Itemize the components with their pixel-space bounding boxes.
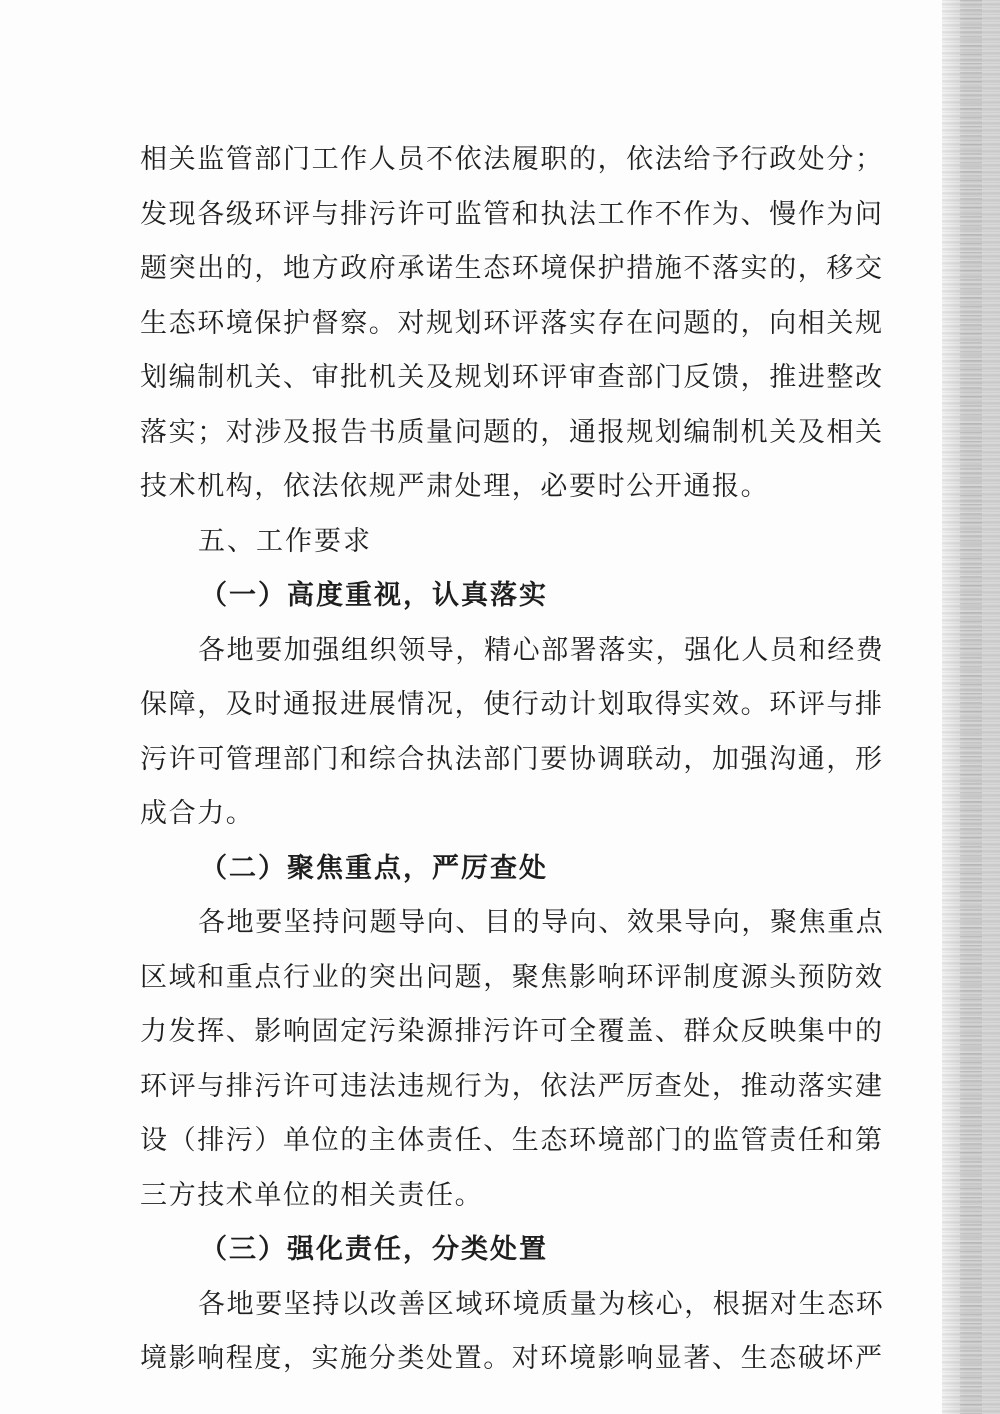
- subsection-paragraph: [140, 624, 885, 842]
- text-line: 力发挥、影响固定污染源排污许可全覆盖、群众反映集中的: [140, 1016, 884, 1047]
- paragraph-continuation: [140, 133, 884, 515]
- subsection-heading: （一）高度重视，认真落实: [200, 580, 548, 611]
- scan-edge-texture: [960, 0, 982, 1414]
- text-line: 题突出的，地方政府承诺生态环境保护措施不落实的，移交: [140, 253, 884, 284]
- document-body: [140, 133, 885, 1387]
- subsection-paragraph: [140, 1278, 885, 1387]
- text-line: 发现各级环评与排污许可监管和执法工作不作为、慢作为问: [140, 198, 884, 230]
- subsection-heading: （三）强化责任，分类处置: [200, 1234, 548, 1265]
- text-line: 设（排污）单位的主体责任、生态环境部门的监管责任和第: [140, 1125, 884, 1156]
- section-heading: 五、工作要求: [198, 525, 372, 557]
- text-line: 区域和重点行业的突出问题，聚焦影响环评制度源头预防效: [140, 961, 884, 993]
- text-line: 划编制机关、审批机关及规划环评审查部门反馈，推进整改: [140, 362, 884, 393]
- text-line: 污许可管理部门和综合执法部门要协调联动，加强沟通，形: [140, 743, 884, 775]
- text-line: 落实；对涉及报告书质量问题的，通报规划编制机关及相关: [140, 416, 884, 448]
- text-line: 成合力。: [140, 798, 255, 829]
- subsection-paragraph: [140, 896, 885, 1223]
- text-line: 环评与排污许可违法违规行为，依法严厉查处，推动落实建: [140, 1070, 884, 1102]
- text-line: 技术机构，依法依规严肃处理，必要时公开通报。: [140, 471, 770, 502]
- scan-edge-shadow: [942, 0, 1000, 1414]
- text-line: 三方技术单位的相关责任。: [140, 1179, 484, 1211]
- text-line: 境影响程度，实施分类处置。对环境影响显著、生态破坏严: [140, 1343, 884, 1374]
- text-line: 相关监管部门工作人员不依法履职的，依法给予行政处分；: [140, 144, 884, 175]
- text-line: 生态环境保护督察。对规划环评落实存在问题的，向相关规: [140, 307, 884, 339]
- text-line: 各地要坚持以改善区域环境质量为核心，根据对生态环: [198, 1288, 885, 1320]
- subsection-heading: （二）聚焦重点，严厉查处: [200, 852, 548, 884]
- text-line: 保障，及时通报进展情况，使行动计划取得实效。环评与排: [140, 689, 884, 720]
- text-line: 各地要加强组织领导，精心部署落实，强化人员和经费: [198, 634, 885, 666]
- text-line: 各地要坚持问题导向、目的导向、效果导向，聚焦重点: [198, 907, 885, 938]
